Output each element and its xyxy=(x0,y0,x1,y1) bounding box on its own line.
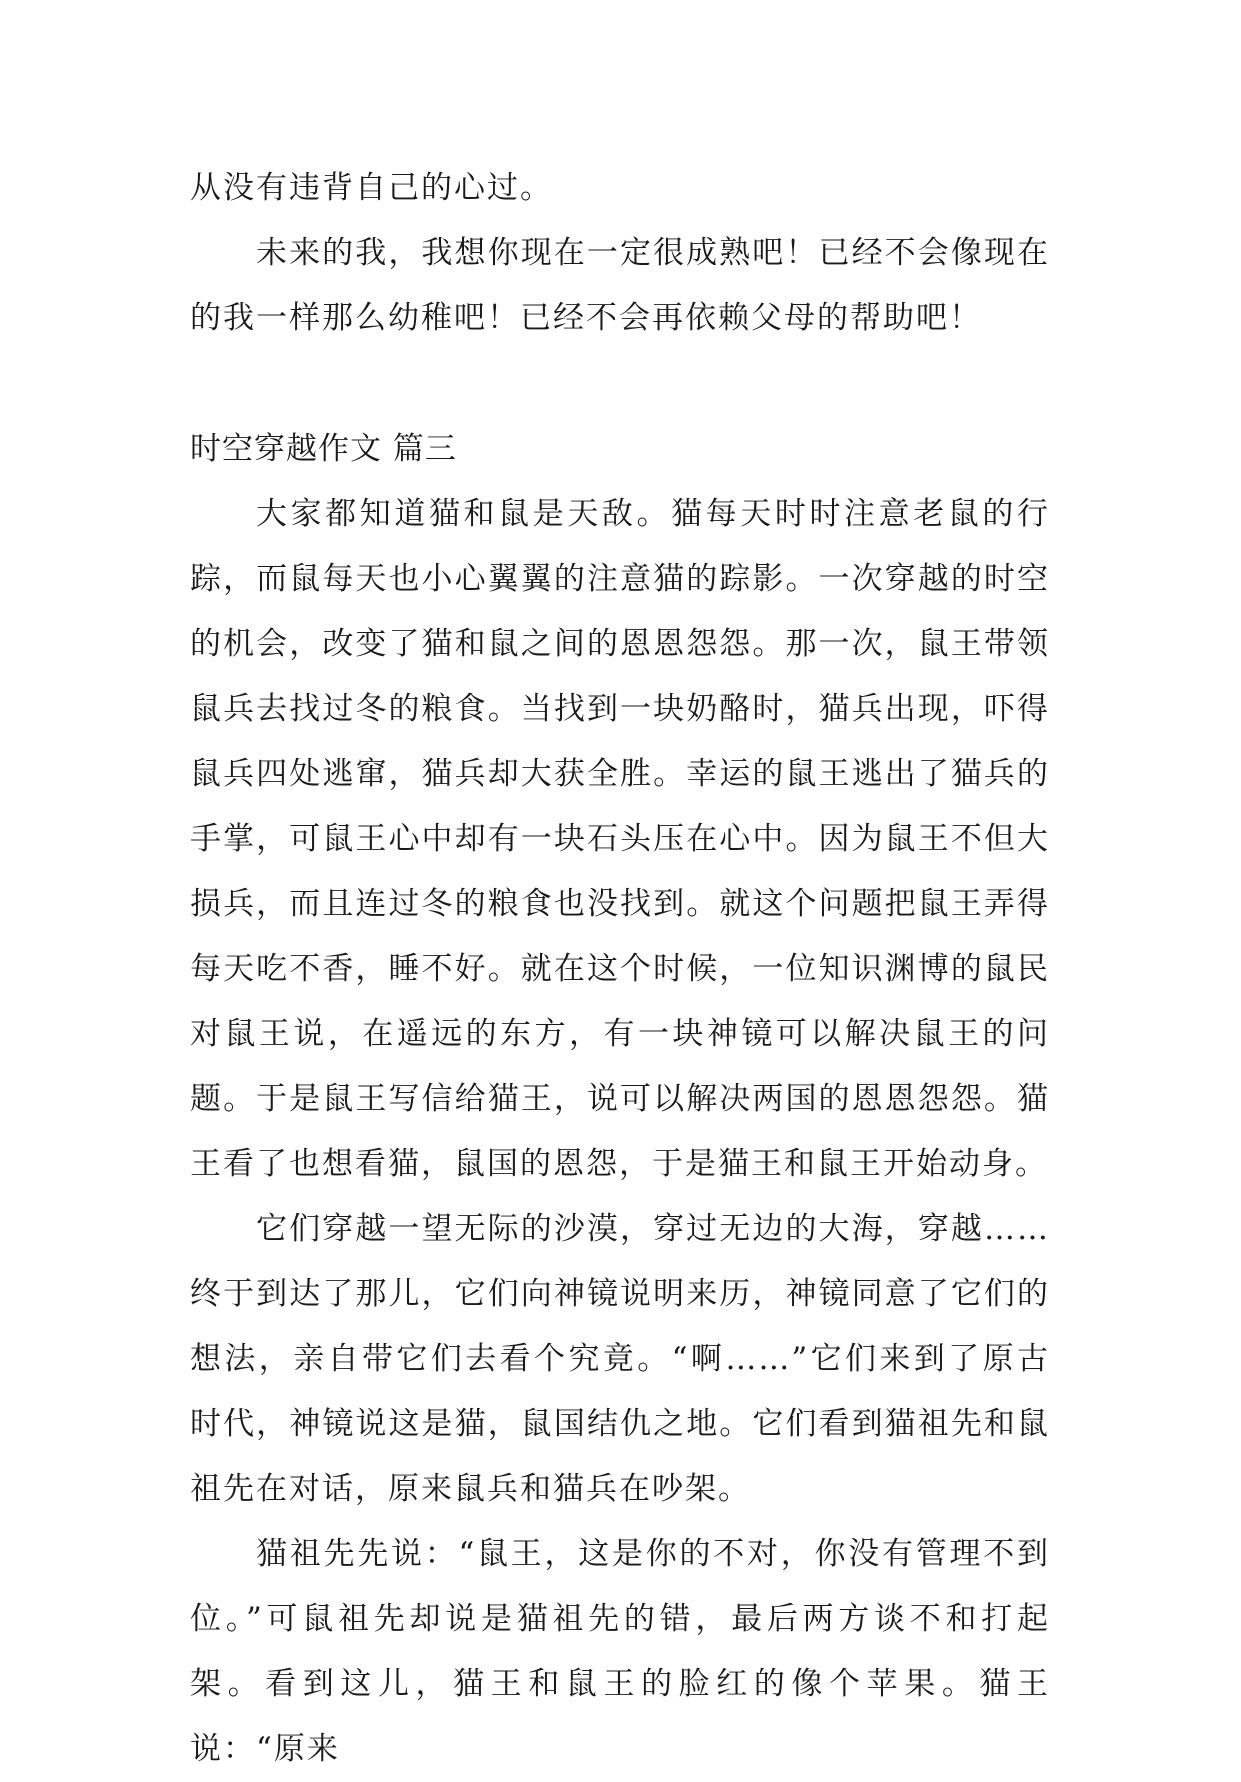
paragraph-future-self: 未来的我，我想你现在一定很成熟吧！已经不会像现在的我一样那么幼稚吧！已经不会再依赖父母的帮助吧！ xyxy=(190,235,1050,336)
document-body xyxy=(190,156,1050,1782)
paragraph-ancestors: 猫祖先先说：“鼠王，这是你的不对，你没有管理不到位。”可鼠祖先却说是猫祖先的错，最后两方谈不和打起架。看到这儿，猫王和鼠王的脸红的像个苹果。猫王说：“原来 xyxy=(190,1536,1050,1767)
paragraph-cat-and-mouse: 大家都知道猫和鼠是天敌。猫每天时时注意老鼠的行踪，而鼠每天也小心翼翼的注意猫的踪影。一次穿越的时空的机会，改变了猫和鼠之间的恩恩怨怨。那一次，鼠王带领鼠兵去找过冬的粮食。当找到一块奶酪时，猫兵出现，吓得鼠兵四处逃窜，猫兵却大获全胜。幸运的鼠王逃出了猫兵的手掌，可鼠王心中却有一块石头压在心中。因为鼠王不但大损兵，而且连过冬的粮食也没找到。就这个问题把鼠王弄得每天吃不香，睡不好。就在这个时候，一位知识渊博的鼠民对鼠王说，在遥远的东方，有一块神镜可以解决鼠王的问题。于是鼠王写信给猫王，说可以解决两国的恩恩怨怨。猫王看了也想看猫，鼠国的恩怨，于是猫王和鼠王开始动身。 xyxy=(190,496,1050,1182)
paragraph-continuation: 从没有违背自己的心过。 xyxy=(190,170,553,206)
section-heading: 时空穿越作文 篇三 xyxy=(190,431,457,467)
paragraph-journey: 它们穿越一望无际的沙漠，穿过无边的大海，穿越……终于到达了那儿，它们向神镜说明来历，神镜同意了它们的想法，亲自带它们去看个究竟。“啊……”它们来到了原古时代，神镜说这是猫，鼠国结仇之地。它们看到猫祖先和鼠祖先在对话，原来鼠兵和猫兵在吵架。 xyxy=(190,1211,1050,1507)
